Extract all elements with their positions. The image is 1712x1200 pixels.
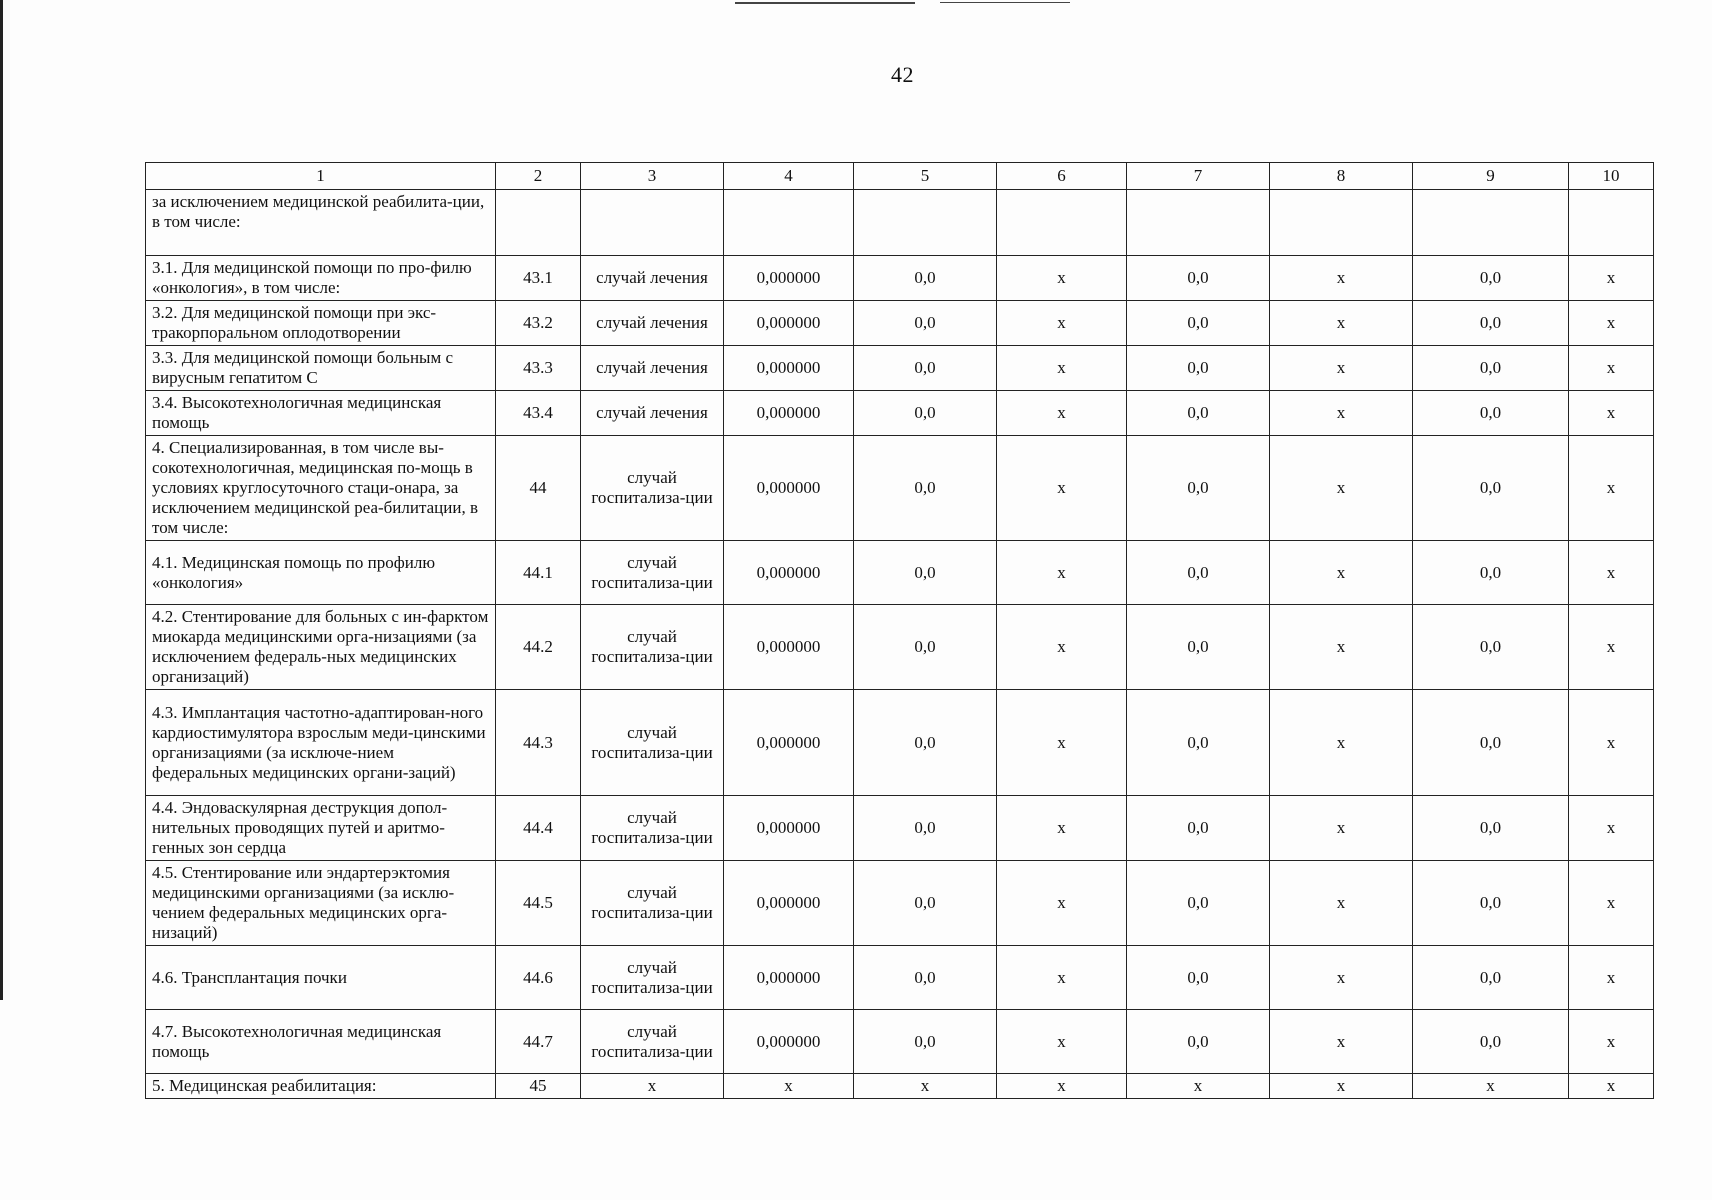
row-number: 44.4 (496, 796, 581, 861)
table-row (146, 190, 1654, 256)
cell-value: 0,000000 (724, 861, 854, 946)
cell-value: 0,0 (1127, 1010, 1270, 1074)
cell-value: х (1270, 861, 1413, 946)
row-number: 44.1 (496, 541, 581, 605)
cell-value: 0,0 (854, 346, 997, 391)
table-row (146, 946, 1654, 1010)
cell-value: х (997, 861, 1127, 946)
row-unit: случай лечения (581, 256, 724, 301)
row-unit: случай госпитализа-ции (581, 1010, 724, 1074)
cell-value: х (1270, 946, 1413, 1010)
row-name: 4.6. Трансплантация почки (146, 946, 496, 1010)
cell-value (1127, 190, 1270, 256)
cell-value: 0,0 (1127, 256, 1270, 301)
cell-value: 0,000000 (724, 256, 854, 301)
cell-value: х (997, 256, 1127, 301)
row-number: 44 (496, 436, 581, 541)
table-row (146, 1010, 1654, 1074)
cell-value: х (997, 1074, 1127, 1099)
cell-value (1413, 190, 1569, 256)
cell-value: 0,000000 (724, 690, 854, 796)
row-number: 44.6 (496, 946, 581, 1010)
row-number: 43.2 (496, 301, 581, 346)
row-unit: случай госпитализа-ции (581, 861, 724, 946)
cell-value: 0,0 (1413, 301, 1569, 346)
cell-value: х (1569, 301, 1654, 346)
cell-value: х (1127, 1074, 1270, 1099)
cell-value: х (724, 1074, 854, 1099)
row-unit: случай госпитализа-ции (581, 796, 724, 861)
column-header: 8 (1270, 163, 1413, 190)
row-number: 44.2 (496, 605, 581, 690)
row-number: 43.4 (496, 391, 581, 436)
cell-value: 0,0 (854, 796, 997, 861)
cell-value: х (997, 946, 1127, 1010)
cell-value: х (1569, 605, 1654, 690)
cell-value: 0,000000 (724, 605, 854, 690)
row-name: 4. Специализированная, в том числе вы-сокотехнологичная, медицинская по-мощь в условиях круглосуточного стаци-онара, за исключением медицинской реа-билитации, в том числе: (146, 436, 496, 541)
cell-value: х (1569, 690, 1654, 796)
cell-value: х (1569, 391, 1654, 436)
cell-value: 0,0 (1127, 690, 1270, 796)
row-unit: случай госпитализа-ции (581, 690, 724, 796)
cell-value: 0,0 (1127, 541, 1270, 605)
cell-value: 0,0 (854, 541, 997, 605)
row-unit: случай госпитализа-ции (581, 436, 724, 541)
cell-value: 0,000000 (724, 1010, 854, 1074)
table-header-row (146, 163, 1654, 190)
row-unit: х (581, 1074, 724, 1099)
cell-value (997, 190, 1127, 256)
cell-value: х (997, 346, 1127, 391)
table-row (146, 796, 1654, 861)
cell-value: 0,0 (1413, 391, 1569, 436)
scan-left-edge (0, 0, 3, 1000)
cell-value (854, 190, 997, 256)
row-number: 44.7 (496, 1010, 581, 1074)
cell-value: 0,000000 (724, 796, 854, 861)
row-name: 3.2. Для медицинской помощи при экс-тракорпоральном оплодотворении (146, 301, 496, 346)
row-name: 3.4. Высокотехнологичная медицинская помощь (146, 391, 496, 436)
cell-value: х (1270, 1010, 1413, 1074)
cell-value: 0,0 (854, 861, 997, 946)
cell-value: 0,0 (854, 301, 997, 346)
table-row (146, 301, 1654, 346)
cell-value: х (1569, 541, 1654, 605)
row-name: 4.5. Стентирование или эндартерэктомия медицинскими организациями (за исклю-чением федеральных медицинских орга-низаций) (146, 861, 496, 946)
cell-value: х (1569, 346, 1654, 391)
cell-value: 0,0 (854, 436, 997, 541)
row-name: 4.1. Медицинская помощь по профилю «онкология» (146, 541, 496, 605)
cell-value: х (1270, 1074, 1413, 1099)
cell-value: х (1270, 346, 1413, 391)
cell-value: 0,0 (854, 605, 997, 690)
table-row (146, 541, 1654, 605)
column-header: 4 (724, 163, 854, 190)
cell-value: х (997, 391, 1127, 436)
row-unit: случай лечения (581, 391, 724, 436)
row-number: 44.5 (496, 861, 581, 946)
cell-value (1270, 190, 1413, 256)
cell-value: 0,0 (1413, 605, 1569, 690)
table-row (146, 690, 1654, 796)
cell-value: х (997, 605, 1127, 690)
cell-value: х (1569, 861, 1654, 946)
column-header: 10 (1569, 163, 1654, 190)
cell-value: х (1413, 1074, 1569, 1099)
cell-value: х (1569, 256, 1654, 301)
row-unit: случай госпитализа-ции (581, 605, 724, 690)
cell-value: х (997, 541, 1127, 605)
cell-value: 0,0 (1127, 605, 1270, 690)
cell-value: х (1270, 541, 1413, 605)
cell-value: 0,0 (1413, 690, 1569, 796)
row-name: за исключением медицинской реабилита-ции, в том числе: (146, 190, 496, 256)
cell-value: 0,0 (1413, 796, 1569, 861)
cell-value: х (1270, 301, 1413, 346)
cell-value: х (997, 690, 1127, 796)
row-name: 5. Медицинская реабилитация: (146, 1074, 496, 1099)
cell-value: х (997, 301, 1127, 346)
column-header: 5 (854, 163, 997, 190)
row-number: 43.3 (496, 346, 581, 391)
cell-value: х (997, 1010, 1127, 1074)
row-unit: случай госпитализа-ции (581, 541, 724, 605)
row-unit: случай лечения (581, 346, 724, 391)
cell-value: 0,0 (854, 256, 997, 301)
scan-top-rule (735, 2, 915, 4)
table-row (146, 605, 1654, 690)
cell-value: 0,0 (1127, 301, 1270, 346)
cell-value: 0,0 (854, 1010, 997, 1074)
row-name: 3.1. Для медицинской помощи по про-филю «онкология», в том числе: (146, 256, 496, 301)
cell-value: х (854, 1074, 997, 1099)
table-row (146, 1074, 1654, 1099)
cell-value: х (1270, 690, 1413, 796)
cell-value: 0,000000 (724, 346, 854, 391)
cell-value (724, 190, 854, 256)
cell-value: 0,0 (1127, 346, 1270, 391)
cell-value (1569, 190, 1654, 256)
cell-value: 0,0 (1413, 436, 1569, 541)
cell-value: 0,0 (1127, 391, 1270, 436)
cell-value: 0,0 (1413, 541, 1569, 605)
cell-value: х (1569, 1010, 1654, 1074)
cell-value: х (1270, 436, 1413, 541)
cell-value: х (1270, 796, 1413, 861)
cell-value: х (1270, 391, 1413, 436)
cell-value: 0,0 (1413, 946, 1569, 1010)
cell-value: х (997, 796, 1127, 861)
cell-value: 0,0 (1127, 436, 1270, 541)
column-header: 1 (146, 163, 496, 190)
column-header: 3 (581, 163, 724, 190)
row-name: 4.4. Эндоваскулярная деструкция допол-нительных проводящих путей и аритмо-генных зон сердца (146, 796, 496, 861)
cell-value: 0,0 (854, 946, 997, 1010)
data-table (145, 162, 1654, 1099)
cell-value: 0,0 (1127, 946, 1270, 1010)
row-number: 43.1 (496, 256, 581, 301)
row-unit (581, 190, 724, 256)
row-name: 4.2. Стентирование для больных с ин-фарктом миокарда медицинскими орга-низациями (за исключением федераль-ных медицинских организаций) (146, 605, 496, 690)
row-unit: случай госпитализа-ции (581, 946, 724, 1010)
cell-value: 0,0 (1413, 1010, 1569, 1074)
table-row (146, 861, 1654, 946)
scan-top-rule (940, 2, 1070, 3)
cell-value: х (997, 436, 1127, 541)
cell-value: 0,0 (1413, 861, 1569, 946)
table-row (146, 256, 1654, 301)
cell-value: 0,000000 (724, 436, 854, 541)
table-row (146, 391, 1654, 436)
cell-value: 0,0 (1127, 796, 1270, 861)
row-unit: случай лечения (581, 301, 724, 346)
row-name: 4.3. Имплантация частотно-адаптирован-ного кардиостимулятора взрослым меди-цинскими организациями (за исключе-нием федеральных медицинских органи-заций) (146, 690, 496, 796)
cell-value: х (1569, 796, 1654, 861)
cell-value: х (1270, 605, 1413, 690)
column-header: 7 (1127, 163, 1270, 190)
cell-value: 0,000000 (724, 391, 854, 436)
row-number: 44.3 (496, 690, 581, 796)
cell-value: 0,000000 (724, 301, 854, 346)
cell-value: 0,000000 (724, 541, 854, 605)
row-number: 45 (496, 1074, 581, 1099)
cell-value: 0,0 (854, 690, 997, 796)
cell-value: х (1569, 946, 1654, 1010)
cell-value: 0,0 (1413, 346, 1569, 391)
row-name: 3.3. Для медицинской помощи больным с вирусным гепатитом С (146, 346, 496, 391)
cell-value: 0,0 (854, 391, 997, 436)
cell-value: 0,000000 (724, 946, 854, 1010)
cell-value: х (1270, 256, 1413, 301)
page-number: 42 (891, 62, 914, 87)
row-name: 4.7. Высокотехнологичная медицинская помощь (146, 1010, 496, 1074)
column-header: 2 (496, 163, 581, 190)
cell-value: х (1569, 436, 1654, 541)
table-row (146, 346, 1654, 391)
table-row (146, 436, 1654, 541)
cell-value: 0,0 (1413, 256, 1569, 301)
cell-value: 0,0 (1127, 861, 1270, 946)
cell-value: х (1569, 1074, 1654, 1099)
row-number (496, 190, 581, 256)
column-header: 6 (997, 163, 1127, 190)
column-header: 9 (1413, 163, 1569, 190)
